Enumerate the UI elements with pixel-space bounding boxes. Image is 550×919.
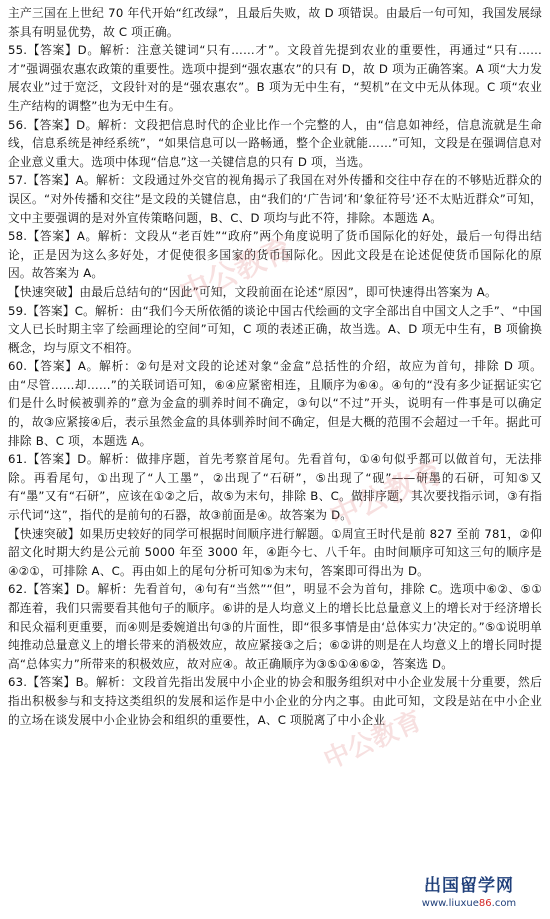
site-logo-url-prefix: www.liuxue: [421, 898, 479, 909]
paragraph-54-continued: 主产三国在上世纪 70 年代开始“红改绿”，且最后失败，故 D 项错误。由最后一句可知，我国发展绿茶具有明显优势，故 C 项正确。: [8, 6, 542, 39]
site-logo-url-suffix: .com: [491, 898, 517, 909]
site-logo-url: [394, 897, 544, 911]
site-logo-url-accent: 86: [478, 898, 492, 909]
paragraph-answer-56: 56.【答案】D。解析：文段把信息时代的企业比作一个完整的人，由“信息如神经，信息流就是生命线，信息系统是神经系统”，“如果信息可以一路畅通，整个企业就能……”可知，文段是在强调信息对企业意义重大。选项中体现“信息”这一关键信息的只有 D 项，当选。: [8, 117, 542, 169]
paragraph-answer-61: 61.【答案】D。解析：做排序题，首先考察首尾句。先看首句，①④句似乎都可以做首句，无法排除。再看尾句，①出现了“人工墨”，②出现了“石研”，⑤出现了“砚”——研墨的石研，可知⑤又有“墨”又有“石研”，应该在①②之后，故⑤为末句，排除 B、C。做排序题，其次要找指示词，③有指示代词“这”，指代的是前句的石器，故③前面是④。故答案为 D。: [8, 452, 542, 523]
paragraph-answer-57: 57.【答案】A。解析：文段通过外交官的视角揭示了我国在对外传播和交往中存在的不够贴近群众的误区。“对外传播和交往”是文段的关键信息，由“我们的‘广告词’和‘象征符号’还不太贴近群众”可知，文中主要强调的是对外宣传策略问题，B、C、D 项均与此不符，排除。本题选 A。: [8, 173, 542, 225]
paragraph-answer-58: 58.【答案】A。解析：文段从“老百姓”“政府”两个角度说明了货币国际化的好处，最后一句得出结论，正是因为这么多好处，才促使很多国家的货币国际化。因此文段是在论述促使货币国际化的原因。故答案为 A。: [8, 229, 542, 281]
paragraph-quick-tip-58: 【快速突破】由最后总结句的“因此”可知，文段前面在论述“原因”，即可快速得出答案为 A。: [8, 284, 497, 299]
paragraph-answer-59: 59.【答案】C。解析：由“我们今天所依循的谈论中国古代绘画的文字全部出自中国文人之手”、“中国文人已长时期主宰了绘画理论的空间”可知，C 项的表述正确，故当选。A、D 项无中生有，B 项偷换概念，均与原文不相符。: [8, 303, 542, 355]
paragraph-answer-55: 55.【答案】D。解析：注意关键词“只有……才”。文段首先提到农业的重要性，再通过“只有……才”强调强农惠农政策的重要性。选项中提到“强农惠农”的只有 D，故 D 项为正确答案。A 项“大力发展农业”过于宽泛，文段针对的是“强农惠农”。B 项为无中生有，“契机”在文中无从体现。C 项“农业生产结构的调整”也为无中生有。: [8, 43, 542, 113]
paragraph-quick-tip-61: 【快速突破】如果历史较好的同学可根据时间顺序进行解题。①周宣王时代是前 827 至前 781，②仰韶文化时期大约是公元前 5000 年至 3000 年，④距今七、八千年。由时间顺序可知这三句的顺序是④②①，可排除 A、C。再由如上的尾句分析可知⑤为末句，答案即可得出为 D。: [8, 526, 542, 578]
watermark-zhonggong: 中公教育: [174, 230, 299, 312]
paragraph-answer-60: 60.【答案】A。解析：②句是对文段的论述对象“金盒”总括性的介绍，故应为首句，排除 D 项。由“尽管……却……”的关联词语可知，⑥④应紧密相连，且顺序为⑥④。④句的“没有多少证据证实它们是什么时候被驯养的”意为金盒的驯养时间不确定，③句以“不过”开头，说明有一件事是可以确定的，故③应紧接④后，表示虽然金盒的具体驯养时间不确定，但是大概的范围不会超过一千年。据此可排除 B、C 项，本题选 A。: [8, 359, 542, 448]
site-logo: [394, 875, 544, 915]
paragraph-answer-63: 63.【答案】B。解析：文段首先指出发展中小企业的协会和服务组织对中小企业发展十分重要，然后指出积极参与和支持这类组织的发展和运作是中小企业的分内之事。由此可知，文段是站在中小企业的立场在谈发展中小企业协会和组织的重要性，A、C 项脱离了中小企业: [8, 675, 542, 727]
watermark-zhonggong: 中公教育: [319, 705, 427, 776]
paragraph-answer-62: 62.【答案】D。解析：先看首句，④句有“当然”“但”，明显不会为首句，排除 C。选项中⑥②、⑤①都连着，我们只需要看其他句子的顺序。⑥讲的是人均意义上的增长比总量意义上的增长对于经济增长和民众福利更重要，而④则是委婉道出句③的片面性，即“很多事情是由‘总体实力’决定的。”⑤①说明单纯推动总量意义上的增长带来的消极效应，故应紧接③之后；⑥②讲的则是在人均意义上的增长同时提高“总体实力”所带来的积极效应，故对应④。故正确顺序为③⑤①④⑥②，答案选 D。: [8, 582, 542, 671]
site-logo-title: 出国留学网: [424, 876, 514, 896]
watermark-zhonggong: 中公教育: [324, 454, 449, 536]
